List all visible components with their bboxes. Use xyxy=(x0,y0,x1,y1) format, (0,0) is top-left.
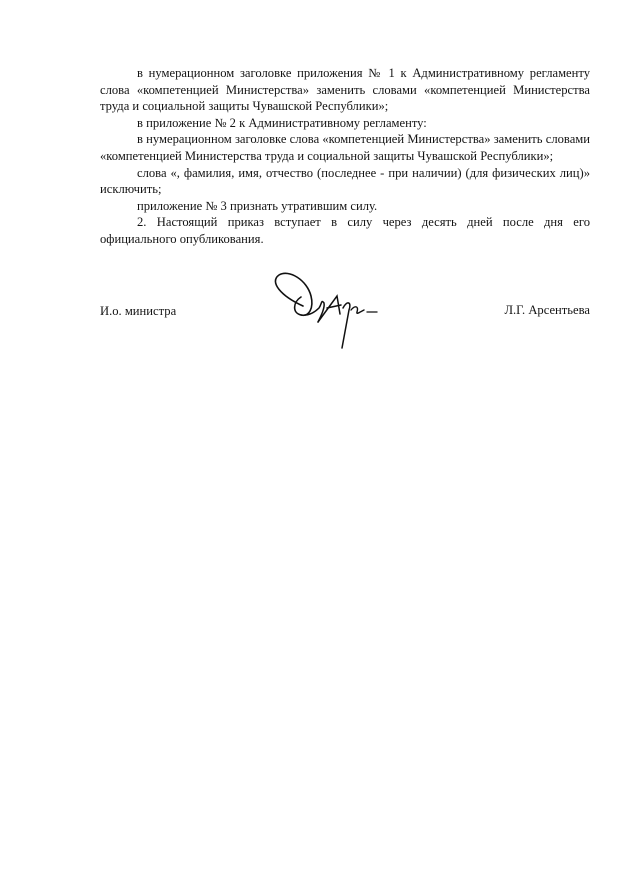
paragraph-appendix-3-void: приложение № 3 признать утратившим силу. xyxy=(137,198,378,213)
paragraph-entry-into-force: 2. Настоящий приказ вступает в силу через десять дней после дня его официального опубликования. xyxy=(100,215,590,246)
paragraph-appendix-1-heading: в нумерационном заголовке приложения № 1 к Административному регламенту слова «компетенцией Министерства» заменить словами «компетенцией Министерства труда и социальной защиты Чувашской Республики»; xyxy=(100,66,590,114)
paragraph-appendix-2-intro: в приложение № 2 к Административному регламенту: xyxy=(137,115,427,130)
handwritten-signature xyxy=(263,270,393,350)
paragraph-words-exclusion: слова «, фамилия, имя, отчество (последнее - при наличии) (для физических лиц)» исключить; xyxy=(100,165,590,197)
signer-name: Л.Г. Арсентьева xyxy=(504,303,590,317)
signature-block xyxy=(100,270,590,360)
document-body xyxy=(100,65,590,248)
paragraph-appendix-2-heading: в нумерационном заголовке слова «компетенцией Министерства» заменить словами «компетенцией Министерства труда и социальной защиты Чувашской Республики»; xyxy=(100,132,590,163)
signer-position: И.о. министра xyxy=(100,304,177,318)
